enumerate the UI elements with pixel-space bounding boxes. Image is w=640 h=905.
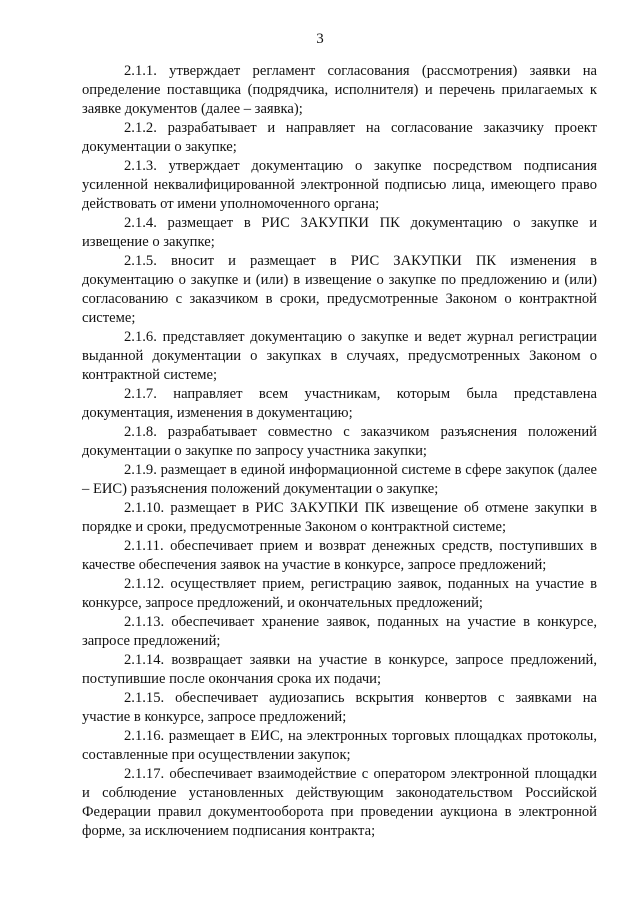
page-number: 3 xyxy=(316,31,324,47)
paragraph-2-1-16: 2.1.16. размещает в ЕИС, на электронных торговых площадках протоколы, составленные при осуществлении закупок; xyxy=(82,728,597,763)
paragraph-2-1-9: 2.1.9. размещает в единой информационной системе в сфере закупок (далее – ЕИС) разъяснения положений документации о закупке; xyxy=(82,462,597,497)
paragraph-2-1-2: 2.1.2. разрабатывает и направляет на согласование заказчику проект документации о закупке; xyxy=(82,120,597,155)
paragraph-2-1-11: 2.1.11. обеспечивает прием и возврат денежных средств, поступивших в качестве обеспечения заявок на участие в конкурсе, запросе предложений; xyxy=(82,538,597,573)
paragraph-2-1-7: 2.1.7. направляет всем участникам, которым была представлена документация, изменения в документацию; xyxy=(82,386,597,421)
document-body xyxy=(82,62,597,841)
paragraph-2-1-6: 2.1.6. представляет документацию о закупке и ведет журнал регистрации выданной документации о закупках в случаях, предусмотренных Законом о контрактной системе; xyxy=(82,329,597,383)
paragraph-2-1-12: 2.1.12. осуществляет прием, регистрацию заявок, поданных на участие в конкурсе, запросе предложений, и окончательных предложений; xyxy=(82,576,597,611)
paragraph-2-1-17: 2.1.17. обеспечивает взаимодействие с оператором электронной площадки и соблюдение установленных действующим законодательством Российской Федерации правил документооборота при проведении аукциона в электронной форме, за исключением подписания контракта; xyxy=(82,766,597,839)
paragraph-2-1-13: 2.1.13. обеспечивает хранение заявок, поданных на участие в конкурсе, запросе предложений; xyxy=(82,614,597,649)
paragraph-2-1-8: 2.1.8. разрабатывает совместно с заказчиком разъяснения положений документации о закупке по запросу участника закупки; xyxy=(82,424,597,459)
paragraph-2-1-14: 2.1.14. возвращает заявки на участие в конкурсе, запросе предложений, поступившие после окончания срока их подачи; xyxy=(82,652,597,687)
paragraph-2-1-3: 2.1.3. утверждает документацию о закупке посредством подписания усиленной неквалифицированной электронной подписью лица, имеющего право действовать от имени уполномоченного органа; xyxy=(82,158,597,212)
paragraph-2-1-5: 2.1.5. вносит и размещает в РИС ЗАКУПКИ ПК изменения в документацию о закупке и (или) в извещение о закупке по предложению и (или) согласованию с заказчиком в сроки, предусмотренные Законом о контрактной системе; xyxy=(82,253,597,326)
paragraph-2-1-4: 2.1.4. размещает в РИС ЗАКУПКИ ПК документацию о закупке и извещение о закупке; xyxy=(82,215,597,250)
paragraph-2-1-10: 2.1.10. размещает в РИС ЗАКУПКИ ПК извещение об отмене закупки в порядке и сроки, предусмотренные Законом о контрактной системе; xyxy=(82,500,597,535)
paragraph-2-1-15: 2.1.15. обеспечивает аудиозапись вскрытия конвертов с заявками на участие в конкурсе, запросе предложений; xyxy=(82,690,597,725)
paragraph-2-1-1: 2.1.1. утверждает регламент согласования (рассмотрения) заявки на определение поставщика (подрядчика, исполнителя) и перечень прилагаемых к заявке документов (далее – заявка); xyxy=(82,63,597,117)
